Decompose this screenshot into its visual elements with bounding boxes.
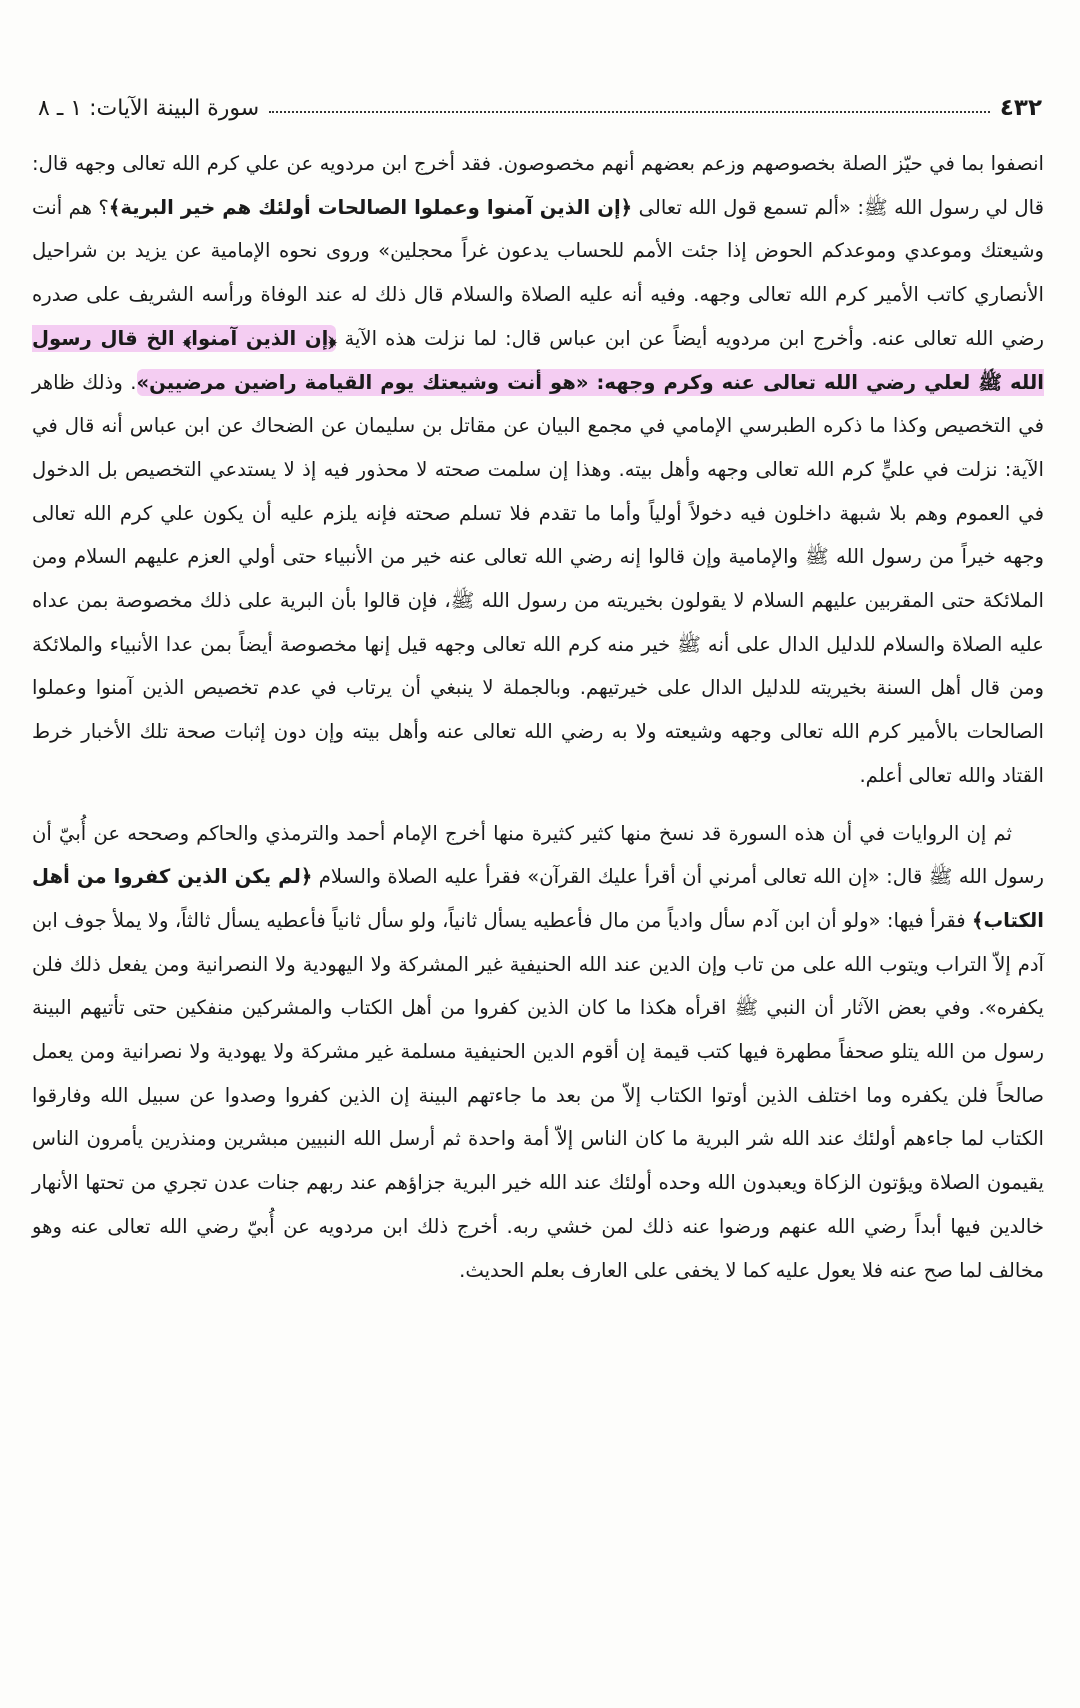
paragraph-1-text-1: انصفوا بما في حيّز الصلة بخصوصهم وزعم بعضهم أنهم مخصوصون. فقد أخرج ابن مردويه عن علي كرم الله تعالى وجهه قال: قال لي رسول الله ﷺ: «ألم تسمع قول الله تعالى [32,152,1044,219]
paragraph-2 [32,812,1044,1293]
paragraph-1 [32,142,1044,798]
quran-verse-quote: ﴿إن الذين آمنوا وعملوا الصالحات أولئك هم خير البرية﴾ [108,195,633,219]
header-dotted-leader [269,111,990,113]
highlighted-passage: ﴿إن الذين آمنوا﴾ الخ قال رسول الله ﷺ لعلي رضي الله تعالى عنه وكرم وجهه: «هو أنت وشيعتك يوم القيامة راضين مرضيين» [32,326,1044,394]
page-header [38,88,1042,128]
paragraph-1-text-2: ؟ هم أنت وشيعتك وموعدي وموعدكم الحوض إذا جئت الأمم للحساب يدعون غراً محجلين» وروى نحوه الإمامية عن يزيد بن شراحيل الأنصاري كاتب الأمير كرم الله تعالى وجهه. وفيه أنه عليه الصلاة والسلام قال ذلك له عند الوفاة ورأسه الشريف على صدره رضي الله تعالى عنه. وأخرج ابن مردويه أيضاً عن ابن عباس قال: لما نزلت هذه الآية [32,195,1044,350]
paragraph-1-text-3: . وذلك ظاهر في التخصيص وكذا ما ذكره الطبرسي الإمامي في مجمع البيان عن مقاتل بن سليمان عن الضحاك عن ابن عباس أنه قال في الآية: نزلت في عليٍّ كرم الله تعالى وجهه وأهل بيته. وهذا إن سلمت صحته لا محذور فيه إذ لا يستدعي التخصيص بل الدخول في العموم وهم بلا شبهة داخلون فيه دخولاً أولياً وأما ما تقدم فلا تسلم صحته فإنه يلزم عليه أن يكون علي كرم الله تعالى وجهه خيراً من رسول الله ﷺ والإمامية وإن قالوا إنه رضي الله تعالى عنه خير من الأنبياء حتى أولي العزم عليهم السلام ومن الملائكة حتى المقربين عليهم السلام لا يقولون بخيريته من رسول الله ﷺ، فإن قالوا بأن البرية على ذلك مخصوصة بمن عداه عليه الصلاة والسلام للدليل الدال على أنه ﷺ خير منه كرم الله تعالى وجهه قيل إنها مخصوصة أيضاً بمن عدا الأنبياء والملائكة ومن قال أهل السنة بخيريته للدليل الدال على خيرتيهم. وبالجملة لا ينبغي أن يرتاب في عدم تخصيص الذين آمنوا وعملوا الصالحات بالأمير كرم الله تعالى وجهه وشيعته ولا به رضي الله تعالى عنه وأهل بيته وإن دون إثبات صحة تلك الأخبار خرط القتاد والله تعالى أعلم. [32,370,1044,787]
quran-verse-quote: ﴿لم يكن الذين كفروا من أهل الكتاب﴾ [32,865,1044,932]
page-body [32,142,1044,1292]
paragraph-2-text-1: ثم إن الروايات في أن هذه السورة قد نسخ منها كثير كثيرة منها أخرج الإمام أحمد والترمذي والحاكم وصححه عن أُبيّ أن رسول الله ﷺ قال: «إن الله تعالى أمرني أن أقرأ عليك القرآن» فقرأ عليه الصلاة والسلام [32,821,1045,889]
running-title: سورة البينة الآيات: ١ ـ ٨ [38,95,260,121]
page-number: ٤٣٢ [999,95,1042,121]
paragraph-2-text-2: فقرأ فيها: «ولو أن ابن آدم سأل وادياً من مال فأعطيه يسأل ثانياً، ولو سأل ثانياً فأعطيه يسأل ثالثاً، ولا يملأ جوف ابن آدم إلاّ التراب ويتوب الله على من تاب وإن الدين عند الله الحنيفية غير المشركة ولا اليهودية ولا النصرانية ومن يفعل ذلك فلن يكفره». وفي بعض الآثار أن النبي ﷺ اقرأه هكذا ما كان الذين كفروا من أهل الكتاب والمشركين منفكين حتى تأتيهم البينة رسول من الله يتلو صحفاً مطهرة فيها كتب قيمة إن أقوم الدين الحنيفية مسلمة غير مشركة ولا يهودية ولا نصرانية ومن يعمل صالحاً فلن يكفره وما اختلف الذين أوتوا الكتاب إلاّ من بعد ما جاءتهم البينة إن الذين كفروا وصدوا عن سبيل الله وفارقوا الكتاب لما جاءهم أولئك عند الله شر البرية ما كان الناس إلاّ أمة واحدة ثم أرسل الله النبيين مبشرين ومنذرين يأمرون الناس يقيمون الصلاة ويؤتون الزكاة ويعبدون الله وحده أولئك عند الله خير البرية جزاؤهم عند ربهم جنات عدن تجري من تحتها الأنهار خالدين فيها أبداً رضي الله عنهم ورضوا عنه ذلك لمن خشي ربه. أخرج ذلك ابن مردويه عن أُبيّ رضي الله تعالى عنه وهو مخالف لما صح عنه فلا يعول عليه كما لا يخفى على العارف بعلم الحديث. [32,908,1044,1282]
